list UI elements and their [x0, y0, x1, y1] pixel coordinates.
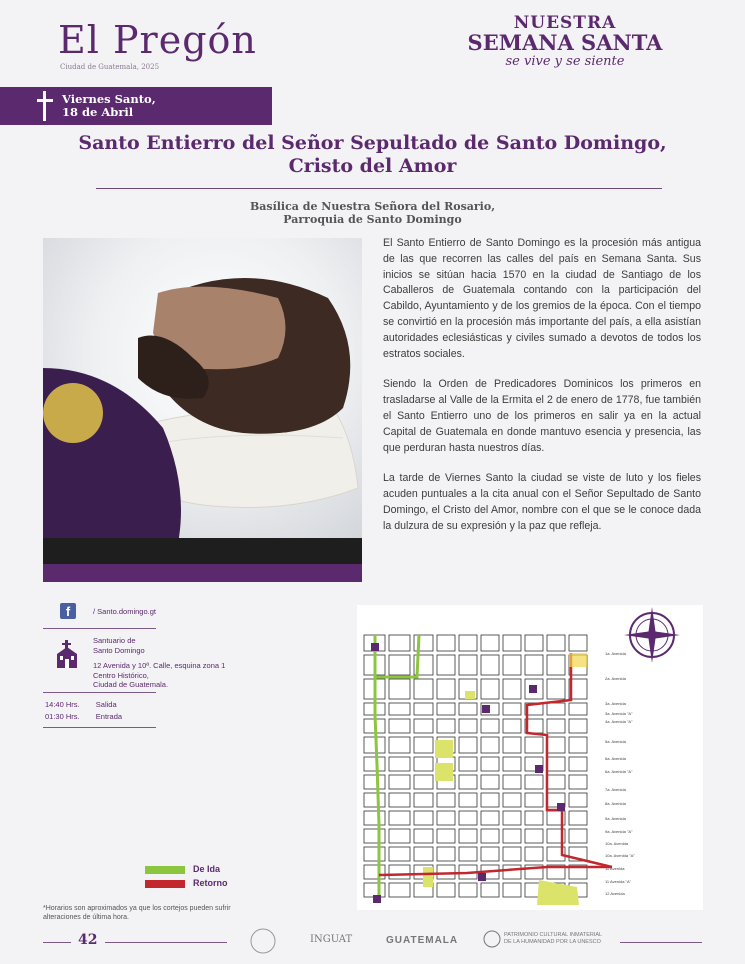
map-block: [481, 655, 499, 675]
map-block: [459, 829, 477, 843]
map-block: [569, 775, 587, 789]
cross-icon: [37, 91, 53, 121]
compass-icon: [624, 607, 680, 663]
map-block: [503, 679, 521, 699]
map-street-label: 11 Avenida "A": [605, 879, 632, 884]
map-block: [503, 757, 521, 771]
map-block: [389, 829, 410, 843]
map-block: [481, 883, 499, 897]
map-block: [389, 757, 410, 771]
map-street-label: 10a. Avenida "A": [605, 853, 635, 858]
address-line3: Ciudad de Guatemala.: [93, 680, 169, 689]
map-block: [525, 775, 543, 789]
map-block: [547, 635, 565, 651]
map-block: [437, 719, 455, 733]
date-banner: [0, 87, 272, 125]
map-block: [437, 865, 455, 879]
map-block: [547, 757, 565, 771]
map-block: [459, 719, 477, 733]
article-body: [383, 236, 701, 550]
map-block: [459, 635, 477, 651]
map-svg: [357, 605, 703, 910]
map-block: [414, 793, 433, 807]
sanctuary-line2: Santo Domingo: [93, 645, 145, 655]
map-street-label: 10a. Avenida: [605, 841, 629, 846]
map-block: [459, 757, 477, 771]
cristo-photo: [43, 238, 362, 564]
map-block: [437, 811, 455, 825]
sanctuary-line1: Santuario de: [93, 636, 136, 645]
address-line2: Centro Histórico,: [93, 670, 149, 680]
map-street-label: 3a. Avenida "A": [605, 711, 633, 716]
title-line2: Cristo del Amor: [288, 155, 457, 177]
brand-line3: se vive y se siente: [505, 54, 625, 69]
map-block: [459, 793, 477, 807]
map-block: [459, 775, 477, 789]
legend-retorno-label: Retorno: [193, 878, 228, 888]
footer-divider: [43, 942, 71, 943]
church-name: [200, 200, 545, 226]
date-line1: Viernes Santo,: [62, 92, 156, 106]
map-block: [503, 635, 521, 651]
map-street-label: 7a. Avenida: [605, 787, 626, 792]
map-block: [481, 829, 499, 843]
map-block: [547, 719, 565, 733]
church-line2: Parroquia de Santo Domingo: [283, 213, 462, 226]
map-block: [414, 737, 433, 753]
footer-unesco-text: PATRIMONIO CULTURAL INMATERIAL DE LA HUMANIDAD POR LA UNESCO: [504, 932, 602, 945]
map-block: [437, 679, 455, 699]
time-return: [45, 712, 122, 722]
title-divider: [96, 188, 662, 189]
map-block: [569, 757, 587, 771]
map-street-label: 6a. Avenida: [605, 756, 626, 761]
map-block: [547, 679, 565, 699]
map-block: [503, 883, 521, 897]
church-icon: [55, 640, 79, 668]
map-block: [364, 757, 385, 771]
map-block: [437, 847, 455, 861]
map-block: [569, 703, 587, 715]
facebook-handle[interactable]: / Santo.domingo.gt: [93, 607, 156, 616]
map-block: [389, 655, 410, 675]
map-block: [547, 775, 565, 789]
map-block: [481, 737, 499, 753]
map-block: [525, 847, 543, 861]
map-block: [364, 829, 385, 843]
info-divider: [43, 692, 156, 693]
map-block: [481, 757, 499, 771]
title-line1: Santo Entierro del Señor Sepultado de Santo Domingo,: [78, 132, 667, 154]
map-street-label: 12 Avenida: [605, 891, 625, 896]
map-block: [525, 829, 543, 843]
map-block: [503, 719, 521, 733]
map-block: [437, 703, 455, 715]
map-block: [569, 811, 587, 825]
departure-label: Salida: [95, 700, 117, 709]
brand-logo: [455, 14, 675, 70]
sanctuary-info: [93, 636, 225, 690]
map-block: [569, 793, 587, 807]
map-street-label: 1a. Avenida: [605, 651, 626, 656]
map-block: [503, 737, 521, 753]
map-block: [389, 719, 410, 733]
map-block: [437, 883, 455, 897]
map-block: [437, 793, 455, 807]
map-block: [414, 635, 433, 651]
map-street-label: 6a. Avenida "A": [605, 769, 633, 774]
map-block: [547, 703, 565, 715]
map-block: [437, 655, 455, 675]
map-block: [414, 829, 433, 843]
map-block: [389, 847, 410, 861]
map-block: [389, 793, 410, 807]
article-paragraph-3: La tarde de Viernes Santo la ciudad se viste de luto y los fieles acuden puntuales a la cita anual con el Señor Sepultado de Santo Domingo, el Cristo del Amor, nombre con el que se le conoce dada la dulzura de su expresión y la paz que refleja.: [383, 472, 701, 532]
map-block: [364, 811, 385, 825]
map-block: [525, 793, 543, 807]
map-block: [414, 757, 433, 771]
info-divider: [43, 628, 156, 629]
masthead-subtitle: Ciudad de Guatemala, 2025: [60, 63, 160, 71]
footer-logo-guatemala: GUATEMALA: [386, 935, 459, 946]
page-title: [60, 132, 685, 178]
info-divider: [43, 727, 156, 728]
map-block: [414, 703, 433, 715]
legend-ida-swatch: [145, 866, 185, 874]
map-block: [481, 793, 499, 807]
photo-caption-band: [43, 564, 362, 582]
map-block: [389, 635, 410, 651]
map-block: [459, 737, 477, 753]
map-block: [503, 655, 521, 675]
route-map: [357, 605, 703, 910]
map-block: [525, 737, 543, 753]
map-street-label: 3a. Avenida: [605, 701, 626, 706]
map-street-label: 2a. Avenida: [605, 676, 626, 681]
map-block: [389, 883, 410, 897]
map-block: [389, 865, 410, 879]
map-block: [389, 703, 410, 715]
map-block: [437, 829, 455, 843]
map-street-label: 9a. Avenida "A": [605, 829, 633, 834]
map-block: [481, 719, 499, 733]
map-block: [569, 719, 587, 733]
map-block: [459, 655, 477, 675]
footer-divider: [620, 942, 702, 943]
legend-retorno-swatch: [145, 880, 185, 888]
brand-line2: SEMANA SANTA: [467, 30, 663, 55]
map-block: [503, 793, 521, 807]
map-block: [525, 655, 543, 675]
map-block: [503, 847, 521, 861]
schedule-note: *Horarios son aproximados ya que los cortejos pueden sufrir alteraciones de última hora.: [43, 905, 231, 921]
map-block: [364, 775, 385, 789]
map-block: [364, 883, 385, 897]
map-block: [389, 679, 410, 699]
map-block: [503, 829, 521, 843]
map-block: [459, 811, 477, 825]
return-time: 01:30 Hrs.: [45, 712, 80, 721]
map-block: [547, 655, 565, 675]
map-street-label: 9a. Avenida: [605, 816, 626, 821]
map-block: [481, 775, 499, 789]
article-paragraph-2: Siendo la Orden de Predicadores Dominicos los primeros en trasladarse al Valle de la Ermita el 2 de enero de 1778, fue también el Santo Entierro uno de los primeros en salir ya en la actual Capital de Guatemala en donde mantuvo esencia y presencia, las que perduran hasta nuestros días.: [383, 378, 701, 454]
map-block: [503, 811, 521, 825]
footer-logo-inguat: INGUAT: [310, 934, 353, 945]
brand-line1: NUESTRA: [513, 13, 617, 33]
map-block: [389, 737, 410, 753]
map-block: [364, 865, 385, 879]
map-block: [364, 793, 385, 807]
map-block: [364, 847, 385, 861]
map-block: [503, 865, 521, 879]
footer-divider: [105, 942, 227, 943]
church-line1: Basílica de Nuestra Señora del Rosario,: [249, 200, 496, 213]
map-block: [414, 775, 433, 789]
masthead: El Pregón: [58, 18, 257, 62]
map-street-label: 8a. Avenida: [605, 801, 626, 806]
map-block: [414, 679, 433, 699]
article-paragraph-1: El Santo Entierro de Santo Domingo es la procesión más antigua de las que recorren las calles del país en Semana Santa. Sus inicios se sitúan hacia 1570 en la ciudad de Santiago de los Caballeros de Guatemala contando con la participación del Cabildo, Ayuntamiento y de los gremios de la época. Con el tiempo se convirtió en la procesión más importante del país, a ella asistían autoridades eclesiásticas y civiles sumado a devotos de todos los estratos sociales.: [383, 237, 701, 360]
map-block: [459, 883, 477, 897]
map-block: [414, 811, 433, 825]
map-street-label: 11 Avenida: [605, 866, 625, 871]
facebook-icon[interactable]: f: [60, 603, 76, 619]
map-block: [437, 635, 455, 651]
map-block: [503, 703, 521, 715]
date-line2: 18 de Abril: [62, 105, 134, 119]
map-block: [389, 811, 410, 825]
page-number: 42: [78, 932, 98, 948]
map-block: [481, 635, 499, 651]
map-block: [459, 703, 477, 715]
map-block: [459, 847, 477, 861]
return-label: Entrada: [95, 712, 123, 721]
map-block: [503, 775, 521, 789]
address-line1: 12 Avenida y 10ª. Calle, esquina zona 1: [93, 661, 226, 670]
map-block: [414, 847, 433, 861]
map-block: [525, 635, 543, 651]
map-block: [569, 737, 587, 753]
map-block: [569, 829, 587, 843]
map-street-label: 5a. Avenida: [605, 739, 626, 744]
footer-logo-promocion: [248, 927, 278, 957]
map-block: [481, 811, 499, 825]
footer-logo-unesco: [482, 929, 502, 951]
map-block: [481, 847, 499, 861]
map-block: [569, 635, 587, 651]
map-block: [414, 719, 433, 733]
map-block: [481, 679, 499, 699]
legend-ida-label: De Ida: [193, 864, 221, 874]
map-block: [525, 811, 543, 825]
departure-time: 14:40 Hrs.: [45, 700, 80, 709]
map-block: [389, 775, 410, 789]
time-departure: [45, 700, 117, 710]
map-block: [547, 737, 565, 753]
map-street-label: 4a. Avenida "A": [605, 719, 633, 724]
